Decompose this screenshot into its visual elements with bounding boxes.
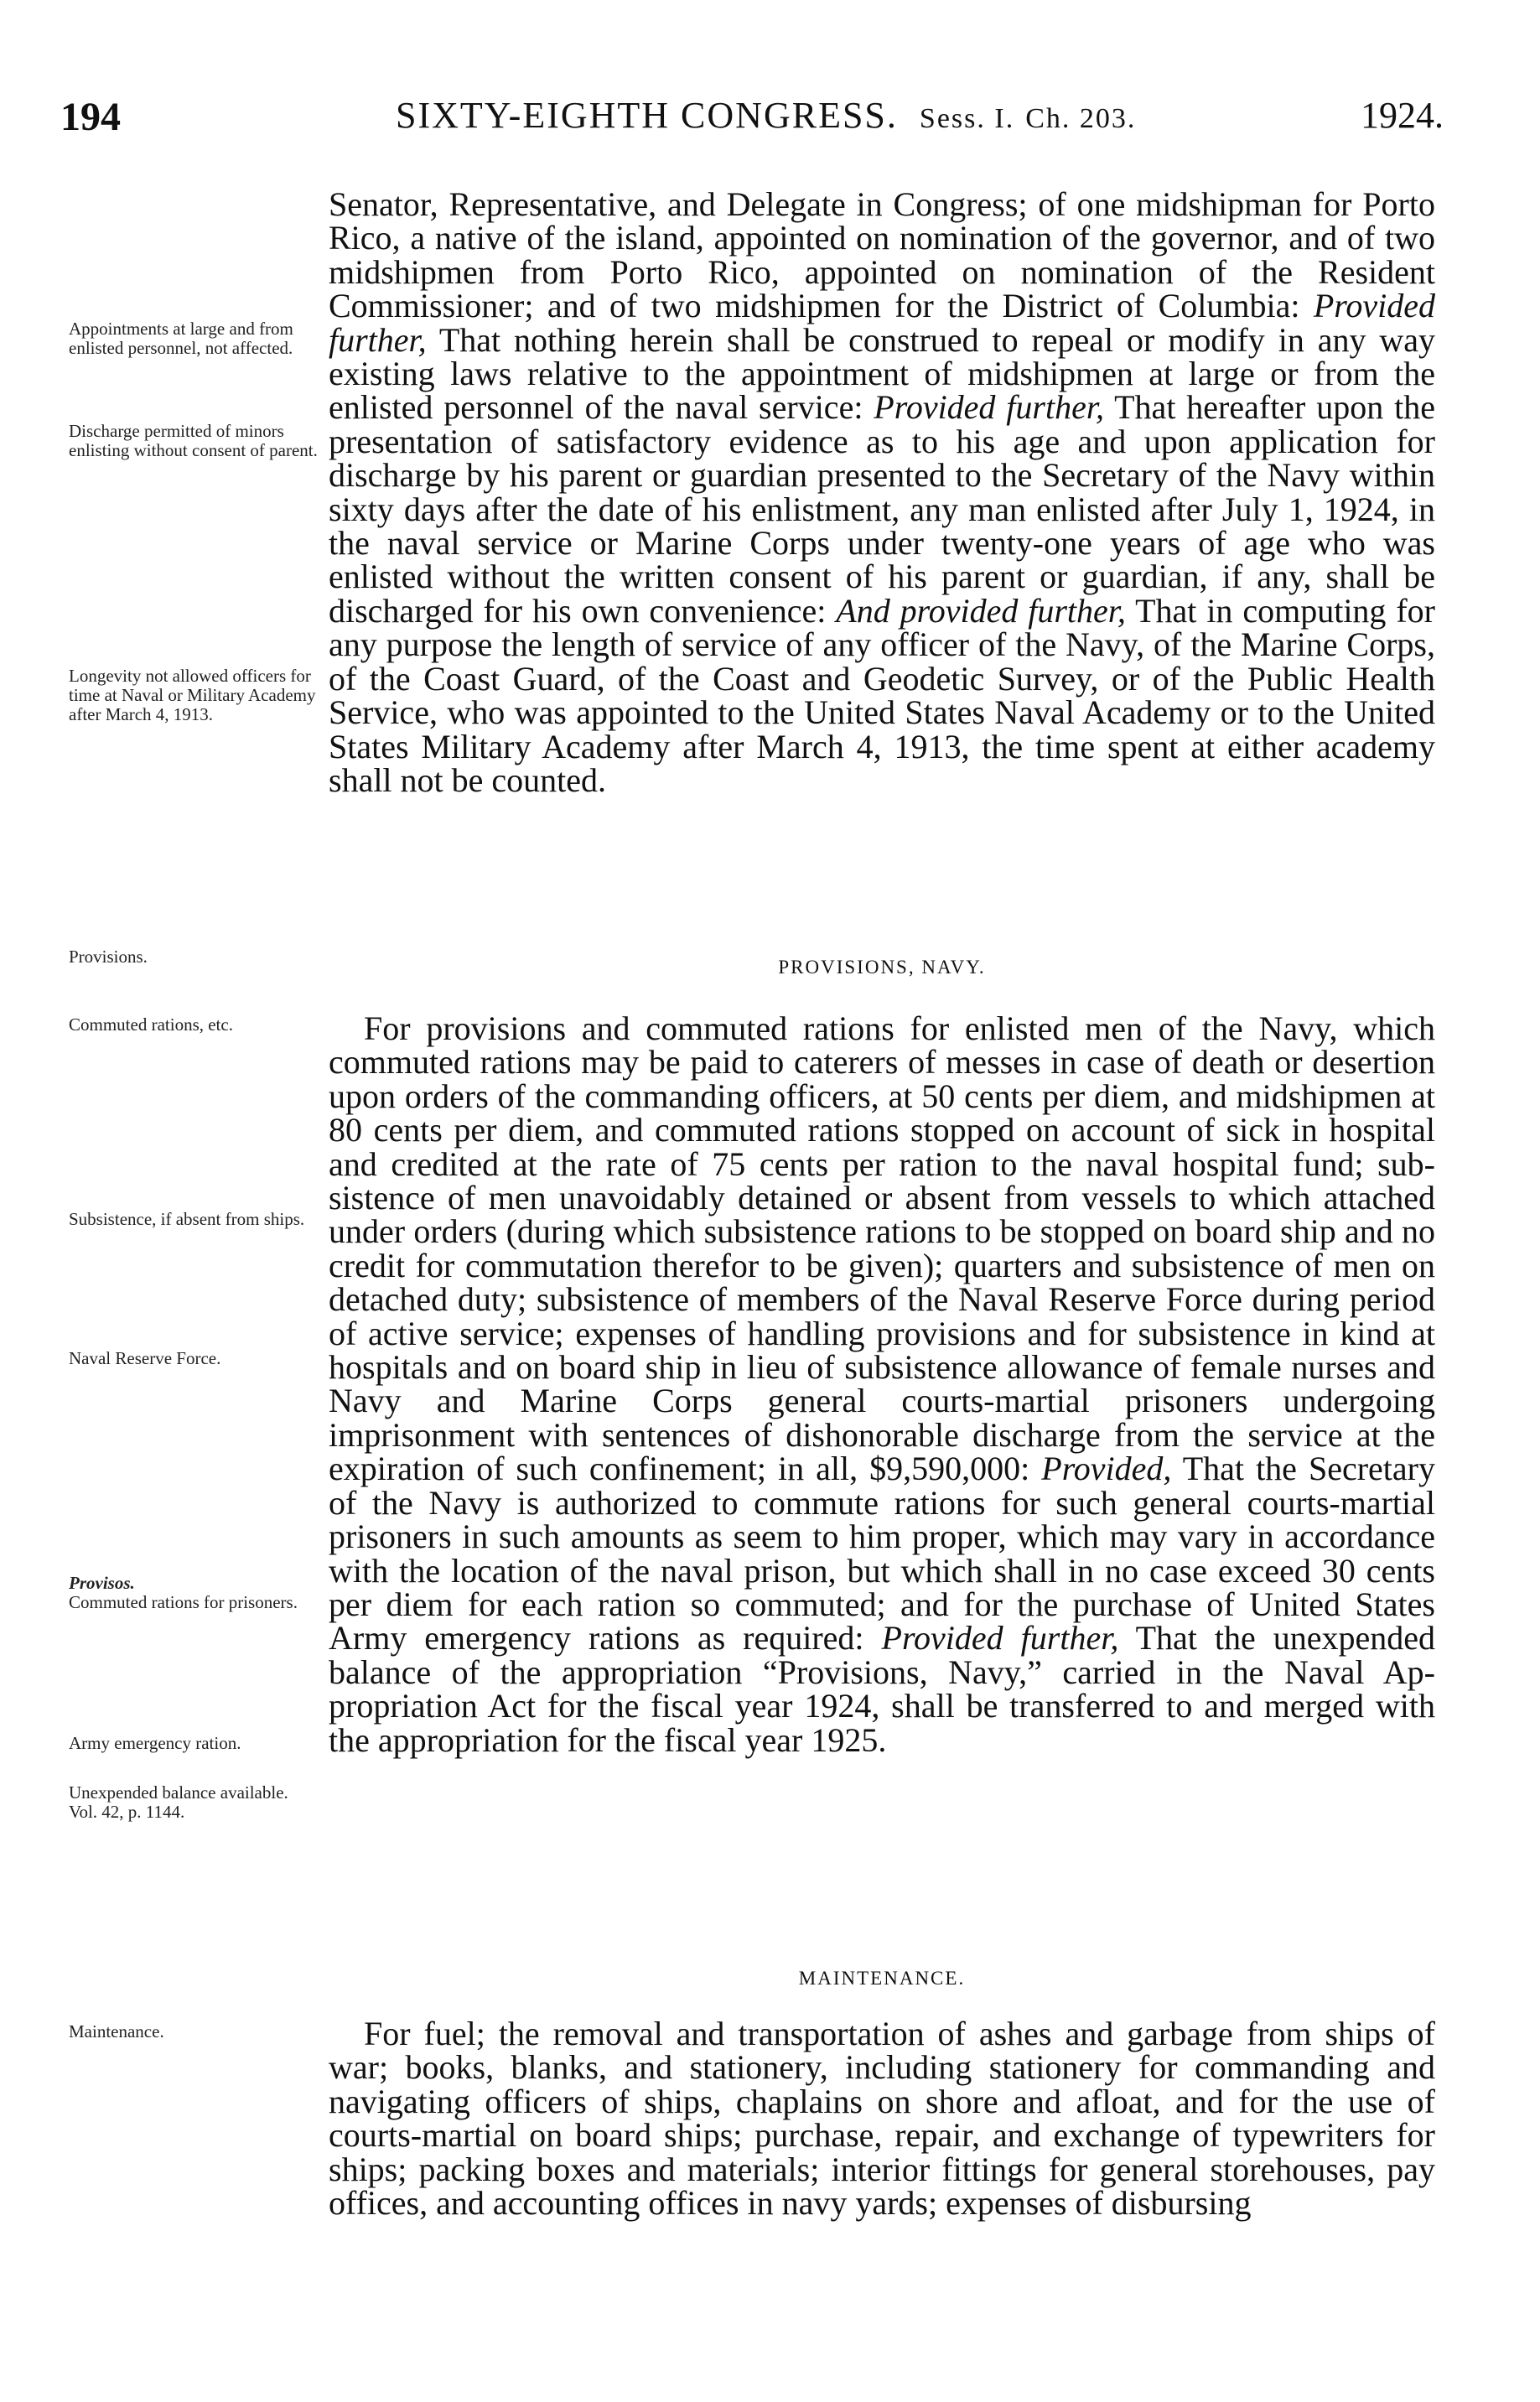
margin-note-provisions: Provisions. — [69, 947, 148, 967]
text-run: For provisions and commuted rations for enlisted men of the Navy, which commuted rations may be paid to caterers of messes in case of death or desertion upon orders of the commanding officers, at 50 cents per diem, and midshipmen at 80 cents per diem, and commuted rations stopped on account of sick in hospital and credited at the rate of 75 cents per ration to the naval hospital fund; subsistence of men unavoidably detained or absent from vessels to which attached under orders (during which subsistence rations to be stopped on board ship and no credit for commutation therefor to be given); quarters and subsistence of men on detached duty; subsistence of members of the Naval Reserve Force during period of active service; expenses of handling provisions and for subsistence in kind at hospitals and on board ship in lieu of subsistence allowance of female nurses and Navy and Marine Corps general courts-martial prisoners undergoing imprisonment with sentences of dishonorable discharge from the service at the expiration of such confinement; in all, $9,590,000: — [329, 1009, 1435, 1488]
proviso-italic: Provided, — [1041, 1450, 1172, 1488]
page-header — [60, 94, 1444, 153]
margin-note-appointments: Appointments at large and from enlisted personnel, not affected. — [69, 319, 293, 358]
margin-note-provisos — [69, 1574, 320, 1612]
text-run: That hereafter upon the presentation of satisfactory evidence as to his age and upon application for discharge by his parent or guardian presented to the Secretary of the Navy within sixty days after the date of his enlistment, any man enlisted after July 1, 1924, in the naval service or Marine Corps under twenty-one years of age who was enlisted without the written consent of his parent or guardian, if any, shall be discharged for his own convenience: — [329, 388, 1435, 630]
commuted-prisoners-note: Commuted rations for prisoners. — [69, 1592, 298, 1612]
provisos-label: Provisos. — [69, 1573, 135, 1593]
proviso-italic: Provided further, — [881, 1619, 1119, 1658]
proviso-italic: Provided further, — [329, 287, 1435, 359]
margin-note-longevity: Longevity not allowed officers for time at Naval or Military Academy after March 4, 1913. — [69, 666, 316, 724]
margin-note-subsistence: Subsistence, if absent from ships. — [69, 1209, 305, 1229]
text-run: That the Secretary of the Navy is authorized to commute rations for such general courts-martial prisoners in such amounts as seem to him proper, which may vary in accordance with the location of the naval prison, but which shall in no case exceed 30 cents per diem for each ration so commuted; and for the purchase of United States Army emergency rations as required: — [329, 1450, 1435, 1658]
heading-provisions-navy: PROVISIONS, NAVY. — [778, 957, 986, 978]
heading-maintenance: MAINTENANCE. — [798, 1968, 966, 1989]
paragraph-provisions — [329, 1009, 1435, 1759]
paragraph-maintenance — [329, 2015, 1435, 2223]
text-run: That nothing herein shall be construed to repeal or modify in any way existing laws relative to the appointment of midshipmen at large or from the enlisted personnel of the naval service: — [329, 320, 1435, 427]
text-run: That the unexpended balance of the appropriation “Provisions, Navy,” carried in the Naval Appropriation Act for the fiscal year 1924, shall be transferred to and merged with the appropriation for the fiscal year 1925. — [329, 1619, 1435, 1759]
proviso-italic: And provided further, — [836, 591, 1126, 630]
margin-note-naval-reserve: Naval Reserve Force. — [69, 1348, 221, 1368]
margin-note-maintenance: Maintenance. — [69, 2021, 164, 2041]
margin-note-commuted-rations: Commuted rations, etc. — [69, 1014, 233, 1035]
page-number: 194 — [60, 95, 121, 139]
paragraph-midshipmen — [329, 185, 1435, 799]
congress-title: SIXTY-EIGHTH CONGRESS. — [396, 95, 898, 136]
running-head — [396, 94, 1136, 137]
text-run: That in computing for any purpose the length of service of any officer of the Navy, of the Marine Corps, of the Coast Guard, of the Coast and Geodetic Survey, or of the Public Health Service, who was appointed to the United States Naval Academy or to the United States Military Academy after March 4, 1913, the time spent at either academy shall not be counted. — [329, 591, 1435, 799]
year-label: 1924. — [1361, 95, 1444, 136]
volume-reference: Vol. 42, p. 1144. — [69, 1802, 185, 1822]
margin-note-unexpended — [69, 1783, 320, 1822]
margin-note-discharge: Discharge permitted of minors enlisting without consent of parent. — [69, 421, 318, 460]
unexpended-note: Unexpended balance available. — [69, 1782, 288, 1803]
chapter-label: Ch. 203. — [1025, 103, 1137, 134]
text-run: For fuel; the removal and transportation of ashes and garbage from ships of war; books, blanks, and stationery, including stationery for commanding and navigating officers of ships, chaplains on shore and afloat, and for the use of courts-martial on board ships; purchase, repair, and exchange of typewriters for ships; packing boxes and materials; interior fittings for general storehouses, pay offices, and accounting offices in navy yards; expenses of disbursing — [329, 2015, 1435, 2223]
session-label: Sess. I. — [919, 103, 1015, 134]
text-run: Senator, Representative, and Delegate in Congress; of one midshipman for Porto Rico, a native of the island, appointed on nomination of the governor, and of two midshipmen from Porto Rico, appointed on nomination of the Resident Commissioner; and of two midshipmen for the District of Columbia: — [329, 185, 1435, 325]
proviso-italic: Provided further, — [874, 388, 1104, 427]
margin-note-army-emergency: Army emergency ration. — [69, 1733, 241, 1753]
